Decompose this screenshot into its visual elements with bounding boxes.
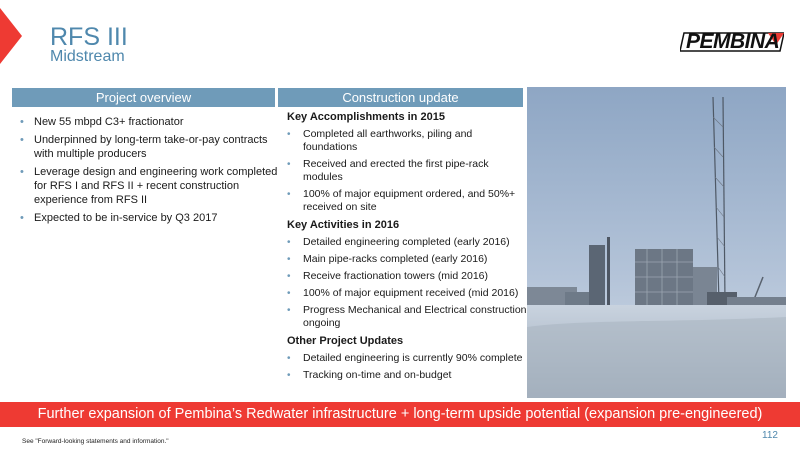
- page-number: 112: [762, 430, 778, 441]
- construction-site-photo: [527, 87, 786, 398]
- list-item: • 100% of major equipment received (mid 2016): [287, 287, 527, 300]
- list-item: • Tracking on-time and on-budget: [287, 369, 527, 382]
- list-item: • Receive fractionation towers (mid 2016): [287, 270, 527, 283]
- project-overview-header: Project overview: [12, 88, 275, 107]
- slide-subtitle: Midstream: [50, 48, 125, 65]
- list-item: • Main pipe-racks completed (early 2016): [287, 253, 527, 266]
- construction-update-header: Construction update: [278, 88, 523, 107]
- list-item: • Leverage design and engineering work completed for RFS I and RFS II + recent construction experience from RFS II: [20, 165, 278, 207]
- list-item: • New 55 mbpd C3+ fractionator: [20, 115, 278, 129]
- list-item: • Underpinned by long-term take-or-pay contracts with multiple producers: [20, 133, 278, 161]
- list-item: • Expected to be in-service by Q3 2017: [20, 211, 278, 225]
- list-item: • Received and erected the first pipe-rack modules: [287, 158, 527, 184]
- section-heading: Other Project Updates: [287, 335, 404, 347]
- logo-text: PEMBINA: [686, 30, 780, 53]
- list-item: • 100% of major equipment ordered, and 50%+ received on site: [287, 188, 527, 214]
- accomplishments-list: [287, 128, 527, 214]
- list-item: • Detailed engineering completed (early 2016): [287, 236, 527, 249]
- list-item: • Progress Mechanical and Electrical construction ongoing: [287, 304, 527, 330]
- slide-title: RFS III: [50, 23, 128, 51]
- list-item: • Completed all earthworks, piling and foundations: [287, 128, 527, 154]
- expansion-banner: Further expansion of Pembina’s Redwater infrastructure + long-term upside potential (expansion pre-engineered): [0, 402, 800, 427]
- activities-list: [287, 236, 527, 330]
- left-chevron-icon: [0, 0, 22, 72]
- pembina-logo: [680, 29, 784, 54]
- project-overview-list: [20, 115, 278, 229]
- section-heading: Key Activities in 2016: [287, 219, 400, 231]
- other-updates-list: [287, 352, 527, 382]
- section-heading: Key Accomplishments in 2015: [287, 111, 445, 123]
- construction-update-body: [287, 110, 527, 386]
- forward-looking-footnote: See "Forward-looking statements and information.": [22, 438, 169, 445]
- list-item: • Detailed engineering is currently 90% complete: [287, 352, 527, 365]
